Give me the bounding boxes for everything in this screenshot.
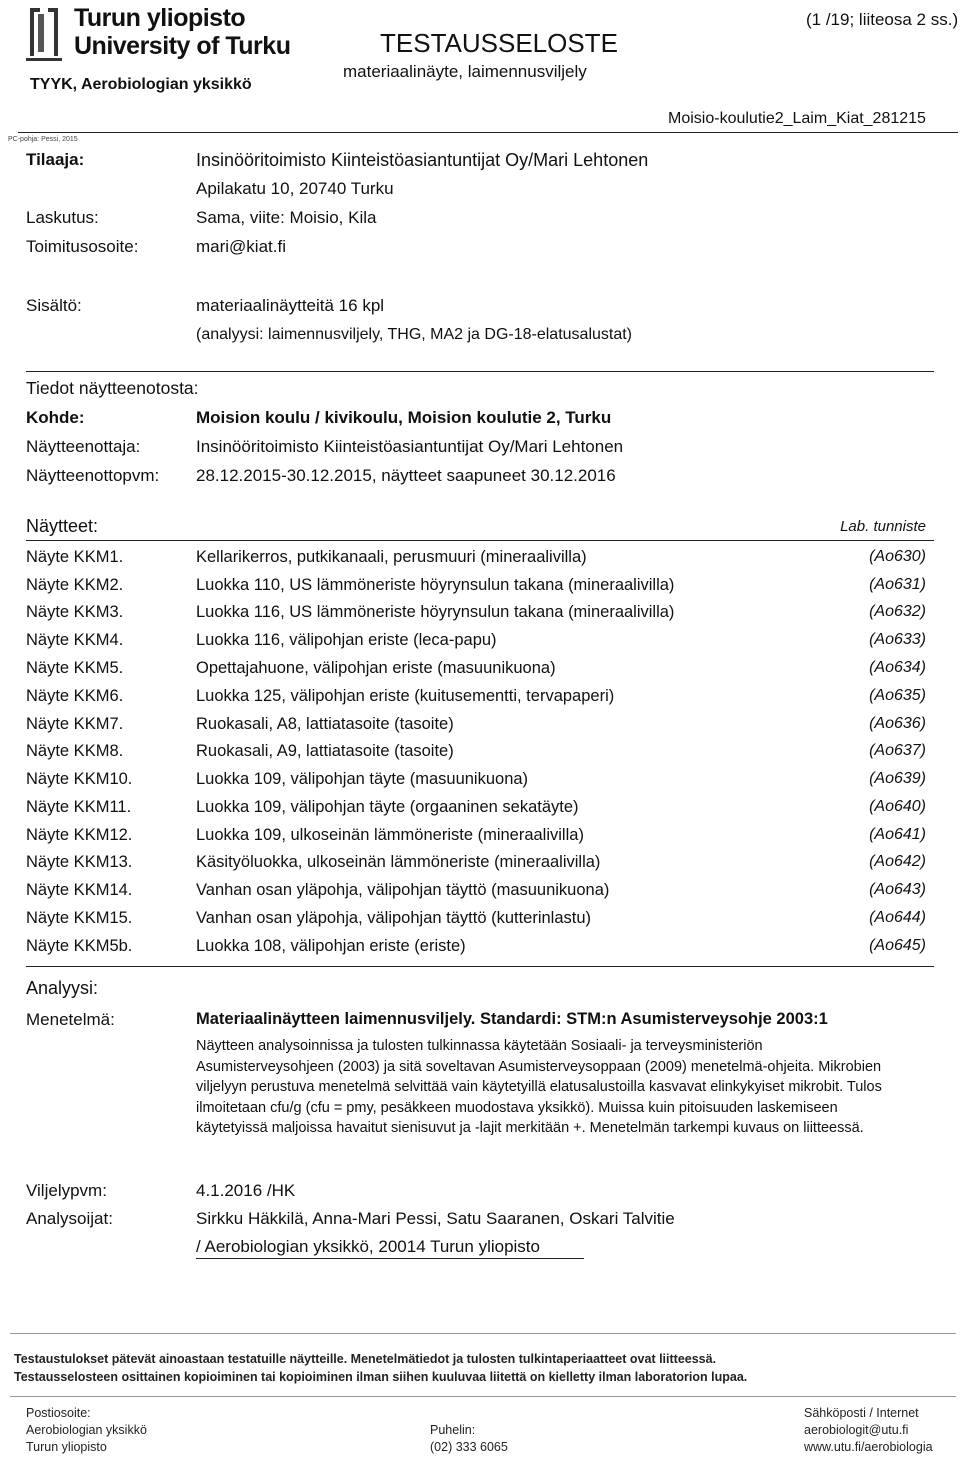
- sample-lab-id: (Ao643): [869, 881, 926, 898]
- postal-line-1: Aerobiologian yksikkö: [26, 1423, 147, 1437]
- sample-id: Näyte KKM5.: [26, 659, 124, 677]
- tilaaja-label: Tilaaja:: [26, 150, 85, 169]
- sample-description: Kellarikerros, putkikanaali, perusmuuri (mineraalivilla): [196, 548, 587, 566]
- toimitus-label: Toimitusosoite:: [26, 237, 139, 256]
- sample-id: Näyte KKM2.: [26, 576, 124, 594]
- sample-id: Näyte KKM11.: [26, 798, 132, 816]
- sample-lab-id: (Ao644): [869, 909, 926, 926]
- postal-line-2: Turun yliopisto: [26, 1440, 107, 1454]
- date-value: 4.1.2016 /HK: [196, 1181, 296, 1200]
- sample-description: Luokka 125, välipohjan eriste (kuitusementti, tervapaperi): [196, 687, 615, 705]
- sampling-divider: [26, 371, 934, 372]
- sample-id: Näyte KKM8.: [26, 742, 124, 760]
- postal-label: Postiosoite:: [26, 1406, 91, 1420]
- sample-description: Luokka 116, välipohjan eriste (leca-papu): [196, 631, 497, 649]
- sample-id: Näyte KKM6.: [26, 687, 124, 705]
- footer-note-1: Testaustulokset pätevät ainoastaan testatuille näytteille. Menetelmätiedot ja tulosten tulkintaperiaatteet ovat liitteessä.: [14, 1352, 717, 1366]
- samples-heading: Näytteet:: [26, 516, 99, 536]
- analysis-divider: [26, 966, 934, 967]
- sample-lab-id: (Ao633): [869, 631, 926, 648]
- date-label: Viljelypvm:: [26, 1181, 107, 1200]
- samples-divider: [26, 540, 934, 541]
- signature-line: [196, 1258, 584, 1259]
- client-address: Apilakatu 10, 20740 Turku: [196, 179, 394, 198]
- sample-lab-id: (Ao642): [869, 853, 926, 870]
- pvm-value: 28.12.2015-30.12.2015, näytteet saapuneet 30.12.2016: [196, 466, 616, 485]
- sample-lab-id: (Ao640): [869, 798, 926, 815]
- sample-description: Luokka 110, US lämmöneriste höyrynsulun takana (mineraalivilla): [196, 576, 675, 594]
- ottaja-value: Insinööritoimisto Kiinteistöasiantuntijat Oy/Mari Lehtonen: [196, 437, 624, 456]
- method-description: Näytteen analysoinnissa ja tulosten tulkinnassa käytetään Sosiaali- ja terveysministeriön Asumisterveysohjeen (2003) ja sitä soveltavan Asumisterveysoppaan (2009) menetelmä-ohjeita. Mikrobien viljelyyn perustuva menetelmä selvittää vain käytetyillä elatusalustoilla kasvavat elinkykyiset mikrobit. Tulos ilmoitetaan cfu/g (cfu = pmy, pesäkkeen muodostava yksikkö). Muissa kuin pitoisuuden laskemiseen käytetyissä maljoissa havaitut sienisuvut ja -lajit merkitään +. Menetelmän tarkempi kuvaus on liitteessä.: [196, 1038, 882, 1137]
- ottaja-label: Näytteenottaja:: [26, 437, 141, 456]
- sample-lab-id: (Ao630): [869, 548, 926, 565]
- toimitus-value: mari@kiat.fi: [196, 237, 286, 256]
- sample-description: Luokka 109, välipohjan täyte (masuunikuona): [196, 770, 529, 788]
- method-title: Materiaalinäytteen laimennusviljely. Standardi: STM:n Asumisterveysohje 2003:1: [196, 1010, 828, 1028]
- sample-id: Näyte KKM12.: [26, 826, 133, 844]
- sample-lab-id: (Ao632): [869, 603, 926, 620]
- sample-id: Näyte KKM3.: [26, 603, 124, 621]
- sample-description: Ruokasali, A8, lattiatasoite (tasoite): [196, 715, 454, 733]
- analysis-heading: Analyysi:: [26, 978, 99, 998]
- sample-id: Näyte KKM10.: [26, 770, 133, 788]
- content-line2: (analyysi: laimennusviljely, THG, MA2 ja DG-18-elatusalustat): [196, 326, 633, 343]
- sample-description: Luokka 109, ulkoseinän lämmöneriste (mineraalivilla): [196, 826, 584, 844]
- content-line1: materiaalinäytteitä 16 kpl: [196, 296, 385, 315]
- sample-id: Näyte KKM4.: [26, 631, 124, 649]
- page-info: (1 /19; liiteosa 2 ss.): [806, 10, 959, 29]
- sample-description: Luokka 108, välipohjan eriste (eriste): [196, 937, 466, 955]
- sample-id: Näyte KKM15.: [26, 909, 133, 927]
- sample-description: Vanhan osan yläpohja, välipohjan täyttö (kutterinlastu): [196, 909, 592, 927]
- sample-id: Näyte KKM14.: [26, 881, 133, 899]
- pvm-label: Näytteenottopvm:: [26, 466, 160, 485]
- sampling-heading: Tiedot näytteenotosta:: [26, 378, 199, 398]
- sample-id: Näyte KKM5b.: [26, 937, 133, 955]
- sample-description: Käsityöluokka, ulkoseinän lämmöneriste (mineraalivilla): [196, 853, 601, 871]
- content-label: Sisältö:: [26, 296, 82, 315]
- footer-note-2: Testausselosteen osittainen kopioiminen tai kopioiminen ilman siihen kuuluvaa liitettä on kielletty ilman laboratorion lupaa.: [14, 1370, 748, 1384]
- sample-description: Luokka 116, US lämmöneriste höyrynsulun takana (mineraalivilla): [196, 603, 675, 621]
- phone-label: Puhelin:: [430, 1423, 476, 1437]
- sample-id: Näyte KKM13.: [26, 853, 133, 871]
- unit-value: / Aerobiologian yksikkö, 20014 Turun yliopisto: [196, 1237, 540, 1256]
- document-id: Moisio-koulutie2_Laim_Kiat_281215: [668, 110, 926, 127]
- laskutus-label: Laskutus:: [26, 208, 99, 227]
- sample-lab-id: (Ao636): [869, 715, 926, 732]
- sample-description: Luokka 109, välipohjan täyte (orgaaninen sekatäyte): [196, 798, 579, 816]
- sample-lab-id: (Ao634): [869, 659, 926, 676]
- sample-description: Opettajahuone, välipohjan eriste (masuunikuona): [196, 659, 556, 677]
- university-logo: [22, 2, 291, 98]
- university-name-fi: Turun yliopisto: [74, 4, 246, 32]
- lab-id-heading: Lab. tunniste: [840, 518, 926, 535]
- kohde-label: Kohde:: [26, 408, 85, 427]
- tilaaja-value: Insinööritoimisto Kiinteistöasiantuntijat Oy/Mari Lehtonen: [196, 150, 649, 170]
- kohde-value: Moision koulu / kivikoulu, Moision koulutie 2, Turku: [196, 408, 612, 427]
- template-note: PC-pohja: Pessi, 2015: [8, 136, 78, 143]
- sample-lab-id: (Ao635): [869, 687, 926, 704]
- footer-divider: [10, 1396, 956, 1397]
- method-label: Menetelmä:: [26, 1010, 115, 1029]
- sample-description: Vanhan osan yläpohja, välipohjan täyttö (masuunikuona): [196, 881, 610, 899]
- header-divider: [18, 132, 958, 133]
- analysts-value: Sirkku Häkkilä, Anna-Mari Pessi, Satu Saaranen, Oskari Talvitie: [196, 1209, 675, 1228]
- sample-id: Näyte KKM1.: [26, 548, 124, 566]
- laskutus-value: Sama, viite: Moisio, Kila: [196, 208, 377, 227]
- sample-lab-id: (Ao631): [869, 576, 926, 593]
- sample-lab-id: (Ao639): [869, 770, 926, 787]
- phone-value: (02) 333 6065: [430, 1440, 508, 1454]
- sample-id: Näyte KKM7.: [26, 715, 124, 733]
- analysts-label: Analysoijat:: [26, 1209, 113, 1228]
- email-label: Sähköposti / Internet: [804, 1406, 919, 1420]
- document-title: TESTAUSSELOSTE: [380, 28, 618, 58]
- sample-lab-id: (Ao645): [869, 937, 926, 954]
- university-name-en: University of Turku: [74, 32, 291, 60]
- sample-lab-id: (Ao637): [869, 742, 926, 759]
- sample-description: Ruokasali, A9, lattiatasoite (tasoite): [196, 742, 454, 760]
- department-name: TYYK, Aerobiologian yksikkö: [30, 76, 252, 93]
- document-subtitle: materiaalinäyte, laimennusviljely: [343, 62, 587, 81]
- sample-lab-id: (Ao641): [869, 826, 926, 843]
- university-emblem-icon: [24, 4, 64, 62]
- email-link[interactable]: aerobiologit@utu.fi: [804, 1423, 909, 1437]
- website-link[interactable]: www.utu.fi/aerobiologia: [804, 1440, 933, 1454]
- footer-divider-top: [10, 1333, 956, 1334]
